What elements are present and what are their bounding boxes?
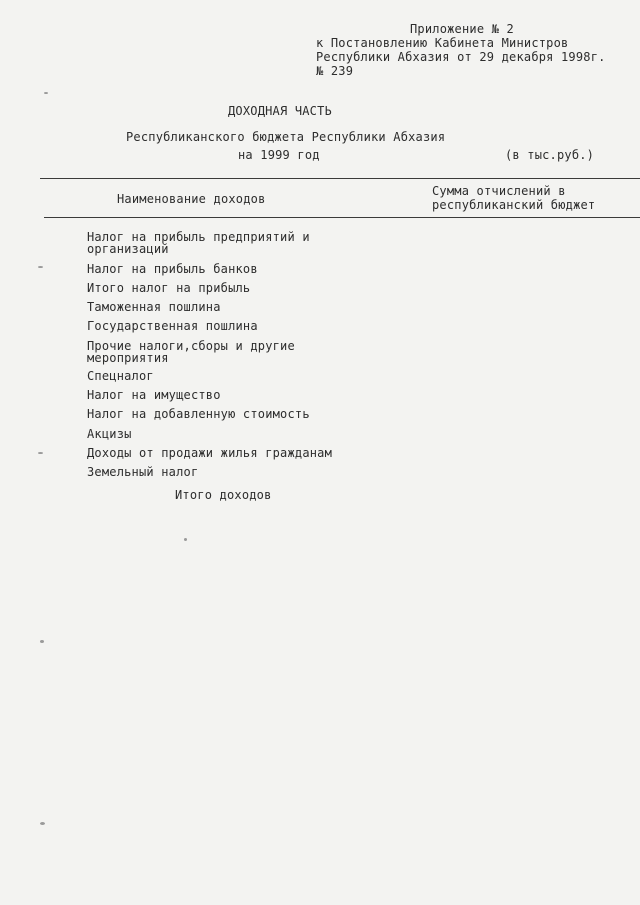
title-subtitle: Республиканского бюджета Республики Абхазия xyxy=(126,130,446,144)
column-header-name: Наименование доходов xyxy=(117,192,266,206)
column-header-sum-line2: республиканский бюджет xyxy=(432,198,596,212)
decree-line-2: Республики Абхазия от 29 декабря 1998г. xyxy=(316,50,606,64)
table-header-rule xyxy=(44,217,640,218)
decree-line-1: к Постановлению Кабинета Министров xyxy=(316,36,569,50)
document-header xyxy=(316,22,636,78)
table-row-name xyxy=(87,340,295,364)
table-row-name: Таможенная пошлина xyxy=(87,300,221,314)
title-main: ДОХОДНАЯ ЧАСТЬ xyxy=(228,104,332,118)
table-row-name: Земельный налог xyxy=(87,465,199,479)
row-name-line2: мероприятия xyxy=(87,351,169,365)
paper-speck xyxy=(38,452,43,454)
table-row-name: Налог на прибыль банков xyxy=(87,262,258,276)
appendix-label: Приложение № 2 xyxy=(410,22,514,36)
table-row-name: Государственная пошлина xyxy=(87,319,258,333)
table-row-name: Акцизы xyxy=(87,427,132,441)
table-row-name: Налог на имущество xyxy=(87,388,221,402)
row-name-line1: Налог на прибыль предприятий и xyxy=(87,230,310,244)
title-year: на 1999 год xyxy=(238,148,320,162)
paper-speck xyxy=(184,538,187,541)
row-name-line1: Прочие налоги,сборы и другие xyxy=(87,339,295,353)
table-row-name: Налог на добавленную стоимость xyxy=(87,407,310,421)
column-header-sum xyxy=(432,184,595,212)
column-header-sum-line1: Сумма отчислений в xyxy=(432,184,566,198)
paper-speck xyxy=(40,822,45,825)
paper-speck xyxy=(44,92,48,94)
table-row-name: Итого налог на прибыль xyxy=(87,281,251,295)
table-row-name: Спецналог xyxy=(87,369,154,383)
table-row-name: Доходы от продажи жилья гражданам xyxy=(87,446,333,460)
total-label: Итого доходов xyxy=(175,488,272,502)
paper-speck xyxy=(40,640,44,643)
row-name-line2: организаций xyxy=(87,242,169,256)
decree-number: № 239 xyxy=(316,64,354,78)
units-note: (в тыс.руб.) xyxy=(505,148,595,162)
table-top-rule xyxy=(40,178,640,179)
paper-speck xyxy=(38,266,43,268)
table-row-name xyxy=(87,231,310,255)
